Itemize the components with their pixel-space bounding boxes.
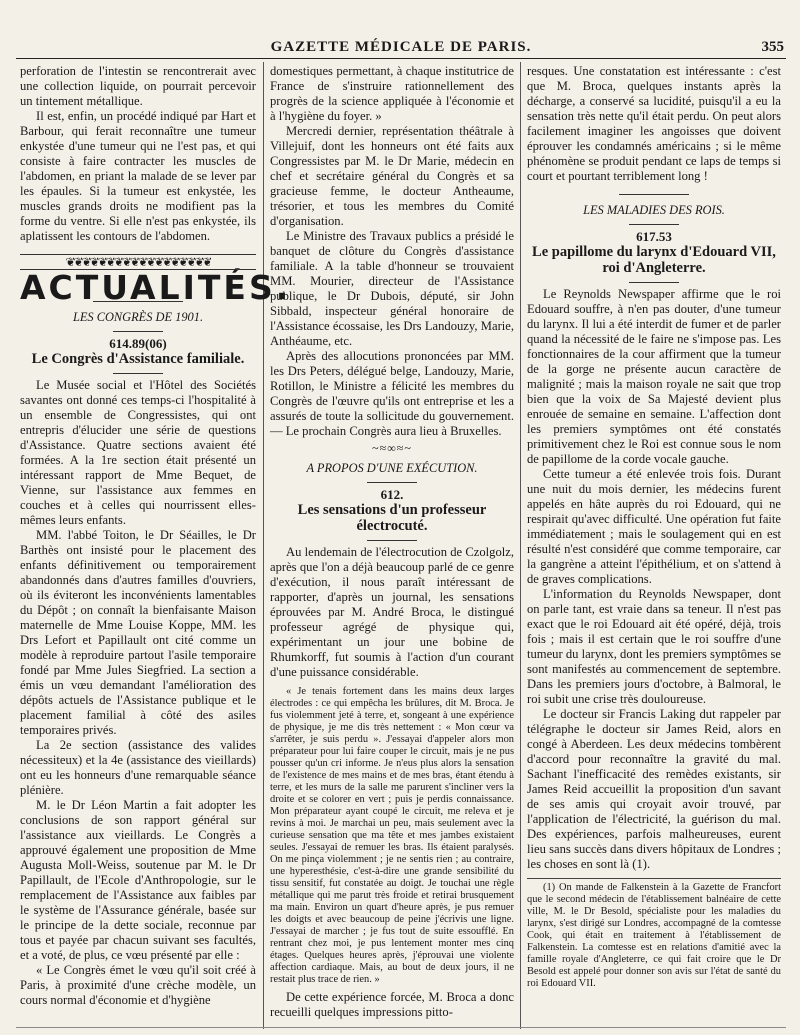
paragraph: Cette tumeur a été enlevée trois fois. Durant une nuit du mois dernier, les médecins furent appelés en hâte auprès du roi Edouard, qui ne respirait qu'avec difficulté. Une opération fut faite immédiatement ; mais le soulagement qui en est résulté n'est considéré que comme temporaire, car la gangrène a atteint l'épithélium, et on s'attend à de graves complications. — [527, 467, 781, 586]
paragraph: Après des allocutions prononcées par MM. les Drs Peters, délégué belge, Landouzy, Marie, Rotillon, le Ministre a félicité les membres du Congrès de l'œuvre qu'ils ont entreprise et les a assurés de toute la sollicitude du gouvernement.— Le prochain Congrès aura lieu à Bruxelles. — [270, 349, 514, 438]
column-right — [527, 64, 781, 990]
column-rule-2 — [520, 62, 521, 1029]
paragraph: « Le Congrès émet le vœu qu'il soit créé à Paris, à proximité d'une crèche modèle, un cours normal d'économie et d'hygiène — [20, 963, 256, 1007]
paragraph: Le Musée social et l'Hôtel des Sociétés savantes ont donné ces temps-ci l'hospitalité à un ensemble de Congressistes, qui ont entrepris d'élucider une série de questions d'Assistance. Quatre sections avaient été formées. A la 1re section était présenté un intéressant rapport de Mme Bequet, de Vienne, sur l'assistance aux femmes en couches et à celles qui nourrissent elles-mêmes leurs enfants. — [20, 378, 256, 527]
column-left — [20, 64, 292, 1008]
article-heading: Les sensations d'un professeur électrocuté. — [297, 502, 487, 534]
paragraph: domestiques permettant, à chaque institutrice de France de s'instruire rationnellement des progrès de la science appliquée à l'économie et à l'hygiène du foyer. » — [270, 64, 514, 123]
footnote-block — [527, 878, 781, 990]
ornament-squiggle: ~≈∞≈~ — [372, 441, 412, 455]
article-heading: Le Congrès d'Assistance familiale. — [31, 351, 245, 367]
divider — [113, 331, 163, 332]
section-title: LES CONGRÈS DE 1901. — [72, 310, 204, 324]
paragraph: perforation de l'intestin se rencontrerait avec une collection liquide, on pourrait percevoir un tintement métallique. — [20, 64, 256, 108]
column-rule-1 — [263, 62, 264, 1029]
ornament-band — [20, 254, 256, 270]
page-number: 355 — [761, 39, 784, 55]
section-banner: ACTUALITÉS. — [20, 268, 292, 307]
divider — [367, 482, 417, 483]
paragraph: MM. l'abbé Toiton, le Dr Séailles, le Dr Barthès ont insisté pour le placement des enfants définitivement ou temporairement abandonnés dans d'autres familles d'ouvriers, où ils éviteront les inconvénients lamentables du Dépôt ; on connaît la bienfaisante Maison maternelle de Mme Louise Koppe, MM. les Drs Lefort et Papillault ont cité comme un modèle à reproduire partout l'asile temporaire fondé par Mme Jules Siegfried. La section a émis un vœu demandant l'amélioration des dépôts actuels de l'Assistance publique et le placement familial à côté des asiles temporaires privés. — [20, 528, 256, 737]
ornament-glyphs: ❦❦❦❦❦❦❦❦❦❦❦❦❦❦❦❦❦❦ — [65, 255, 211, 269]
paragraph: Il est, enfin, un procédé indiqué par Hart et Barbour, qui ferait reconnaître une tumeur enkystée d'une tumeur qui ne l'est pas, et qui consiste à faire contracter les muscles de l'abdomen, en priant la malade de se lever par les épaules. Si la tumeur est enkystée, les muscles grands droits ne modifient pas la forme du ventre. Si elle n'est pas enkystée, ils aplatissent les contours de l'abdomen. — [20, 109, 256, 243]
divider — [629, 282, 679, 283]
paragraph: De cette expérience forcée, M. Broca a donc recueilli quelques impressions pitto- — [270, 990, 514, 1019]
paragraph: Le docteur sir Francis Laking dut rappeler par télégraphe le docteur sir James Reid, alors en congé à Aberdeen. Les deux médecins tombèrent d'accord pour reconnaître la gravité du mal. Sachant l'inefficacité des remèdes existants, sir James Reid accueillit la proposition d'un savant de ses amis qui croyait avoir trouvé, par l'application de l'électricité, la guérison du mal. Des expériences, parfois malheureuses, eurent lieu sans succès dans divers hôpitaux de Londres ; les choses en sont là (1). — [527, 707, 781, 871]
quotation: « Je tenais fortement dans les mains deux larges électrodes : ce qui empêcha les brûlures, dit M. Broca. Je fus violemment jeté à terre, et, songeant à une expérience de physique, je me dis très nettement : « Mon cœur va s'arrêter, je suis perdu ». J'essayai d'appeler alors mon préparateur pour lui faire couper le circuit, mais je ne pus pousser qu'un cri informe. Je n'eus plus alors la sensation de l'existence de mes mains et de mes bras, étant étendu à terre, et les murs de la salle me parurent s'incliner vers la droite et se colorer en vert ; puis je perdis connaissance. Mon préparateur ayant coupé le circuit, me releva et je revins à moi. Je marchai un peu, mais seulement avec la curieuse sensation que ma tête et mes jambes existaient seules. J'essayai de remuer les bras. Ils étaient paralysés. On me pinça violemment ; je ne sentis rien ; au contraire, une hyperesthésie, c'est-à-dire une grande sensibilité du tissu sensitif, fut constatée au doigt. Je touchai une règle métallique qui me parut très froide et retirai brusquement ma main. Environ un quart d'heure après, je pus remuer les doigts et avec beaucoup de peine j'écrivis une ligne. J'essayai de marcher ; je fus tout de suite essoufflé. En rentrant chez moi, je pus lentement monter mes cinq étages. Quelques heures après, j'éprouvai une violente affection cardiaque. Mais, au bout de deux jours, il ne restait plus trace de rien. » — [270, 686, 514, 985]
footnote: (1) On mande de Falkenstein à la Gazette de Francfort que le second médecin de l'établissement balnéaire de cette ville, M. le Dr Besold, spécialiste pour les maladies du larynx, s'est dirigé sur Londres, accompagné de la comtesse Cook, qui était en traitement à l'établissement de Falkenstein. La comtesse est en relations d'amitié avec la famille royale d'Angleterre, ce qui fait croire que le Dr Besold est appelé pour donner son avis sur l'état de santé du roi Edouard VII. — [527, 882, 781, 989]
divider — [113, 373, 163, 374]
classification-number: 612. — [380, 487, 404, 502]
article-heading: Le papillome du larynx d'Edouard VII, roi d'Angleterre. — [532, 244, 776, 276]
running-header — [16, 36, 786, 59]
classification-number: 617.53 — [636, 229, 672, 244]
paragraph: L'information du Reynolds Newspaper, dont on parle tant, est vraie dans sa teneur. Il n'est pas exact que le roi Edouard ait été opéré, déjà, trois fois ; mais il est certain que le roi souffre d'une tumeur du larynx, dont les premiers symptômes se sont manifestés au commencement de septembre. Dans les premiers jours d'octobre, à Balmoral, le roi subit une crise très douloureuse. — [527, 587, 781, 706]
paragraph: Le Ministre des Travaux publics a présidé le banquet de clôture du Congrès d'assistance familiale. A la table d'honneur se trouvaient MM. Mourier, directeur de l'Assistance publique, le Dr Dubois, député, sir John Sibbald, inspecteur général honoraire de l'Assistance écossaise, les Drs Landouzy, Marie, Anthéaume, etc. — [270, 229, 514, 348]
paragraph: resques. Une constatation est intéressante : c'est que M. Broca, quelques instants après la décharge, a conservé sa lucidité, puisqu'il a eu la sensation très nette qu'il était perdu. On peut alors facilement imaginer les angoisses que doivent éprouver les condamnés américains ; si le même phénomène se produit pendant ce laps de temps si court et pourtant terriblement long ! — [527, 64, 781, 183]
paragraph: M. le Dr Léon Martin a fait adopter les conclusions de son rapport général sur l'assistance aux vieillards. Le Congrès a approuvé également une proposition de Mme Augusta Moll-Weiss, soutenue par M. le Dr Papillault, de l'Ecole d'Anthropologie, sur le remplacement de l'Assistance aux faibles par le système de l'Assurance générale, basée sur le principe de la dette sociale, reconnue par tous et payée par chacun suivant ses facultés, et a voté, de plus, ce vœu présenté par elle : — [20, 798, 256, 962]
paragraph: La 2e section (assistance des valides nécessiteux) et la 4e (assistance des vieillards) ont eu les honneurs d'une remarquable séance plénière. — [20, 738, 256, 797]
section-title: A PROPOS D'UNE EXÉCUTION. — [306, 461, 478, 475]
section-title: LES MALADIES DES ROIS. — [583, 203, 725, 217]
journal-title: GAZETTE MÉDICALE DE PARIS. — [270, 39, 532, 55]
column-middle — [270, 64, 514, 1020]
bottom-rule — [16, 1027, 786, 1028]
paragraph: Mercredi dernier, représentation théâtrale à Villejuif, dont les honneurs ont été faits aux Congressistes par M. le Dr Marie, médecin en chef et secrétaire général du Congrès et sa gracieuse femme, le docteur Antheaume, trésorier, et tous les membres du Comité d'organisation. — [270, 124, 514, 228]
paragraph: Au lendemain de l'électrocution de Czolgolz, après que l'on a déjà beaucoup parlé de ce genre d'exécution, il nous paraît intéressant de rapporter, d'après un journal, les sensations éprouvées par M. André Broca, le distingué professeur agrégé de physique qui, expérimentant un jour une bobine de Rhumkorff, fut soumis à l'action d'un courant d'une puissance considérable. — [270, 545, 514, 679]
divider — [629, 224, 679, 225]
classification-number: 614.89(06) — [109, 336, 167, 351]
paragraph: Le Reynolds Newspaper affirme que le roi Edouard souffre, à n'en pas douter, d'une tumeur du larynx. Il lui a été interdit de fumer et de parler quand la nécessité de le faire ne s'impose pas. Les fonctionnaires de la cour affirment que la tumeur de la gorge ne présente aucun caractère de malignité ; mais la maison royale ne sait que trop bien que la voix de Sa Majesté devient plus enrouée de semaine en semaine. L'affection dont les premiers symptômes ont été constatés primitivement chez le Roi est connue sous le nom de papillome de la corde vocale gauche. — [527, 287, 781, 466]
divider — [619, 194, 689, 195]
divider — [367, 540, 417, 541]
